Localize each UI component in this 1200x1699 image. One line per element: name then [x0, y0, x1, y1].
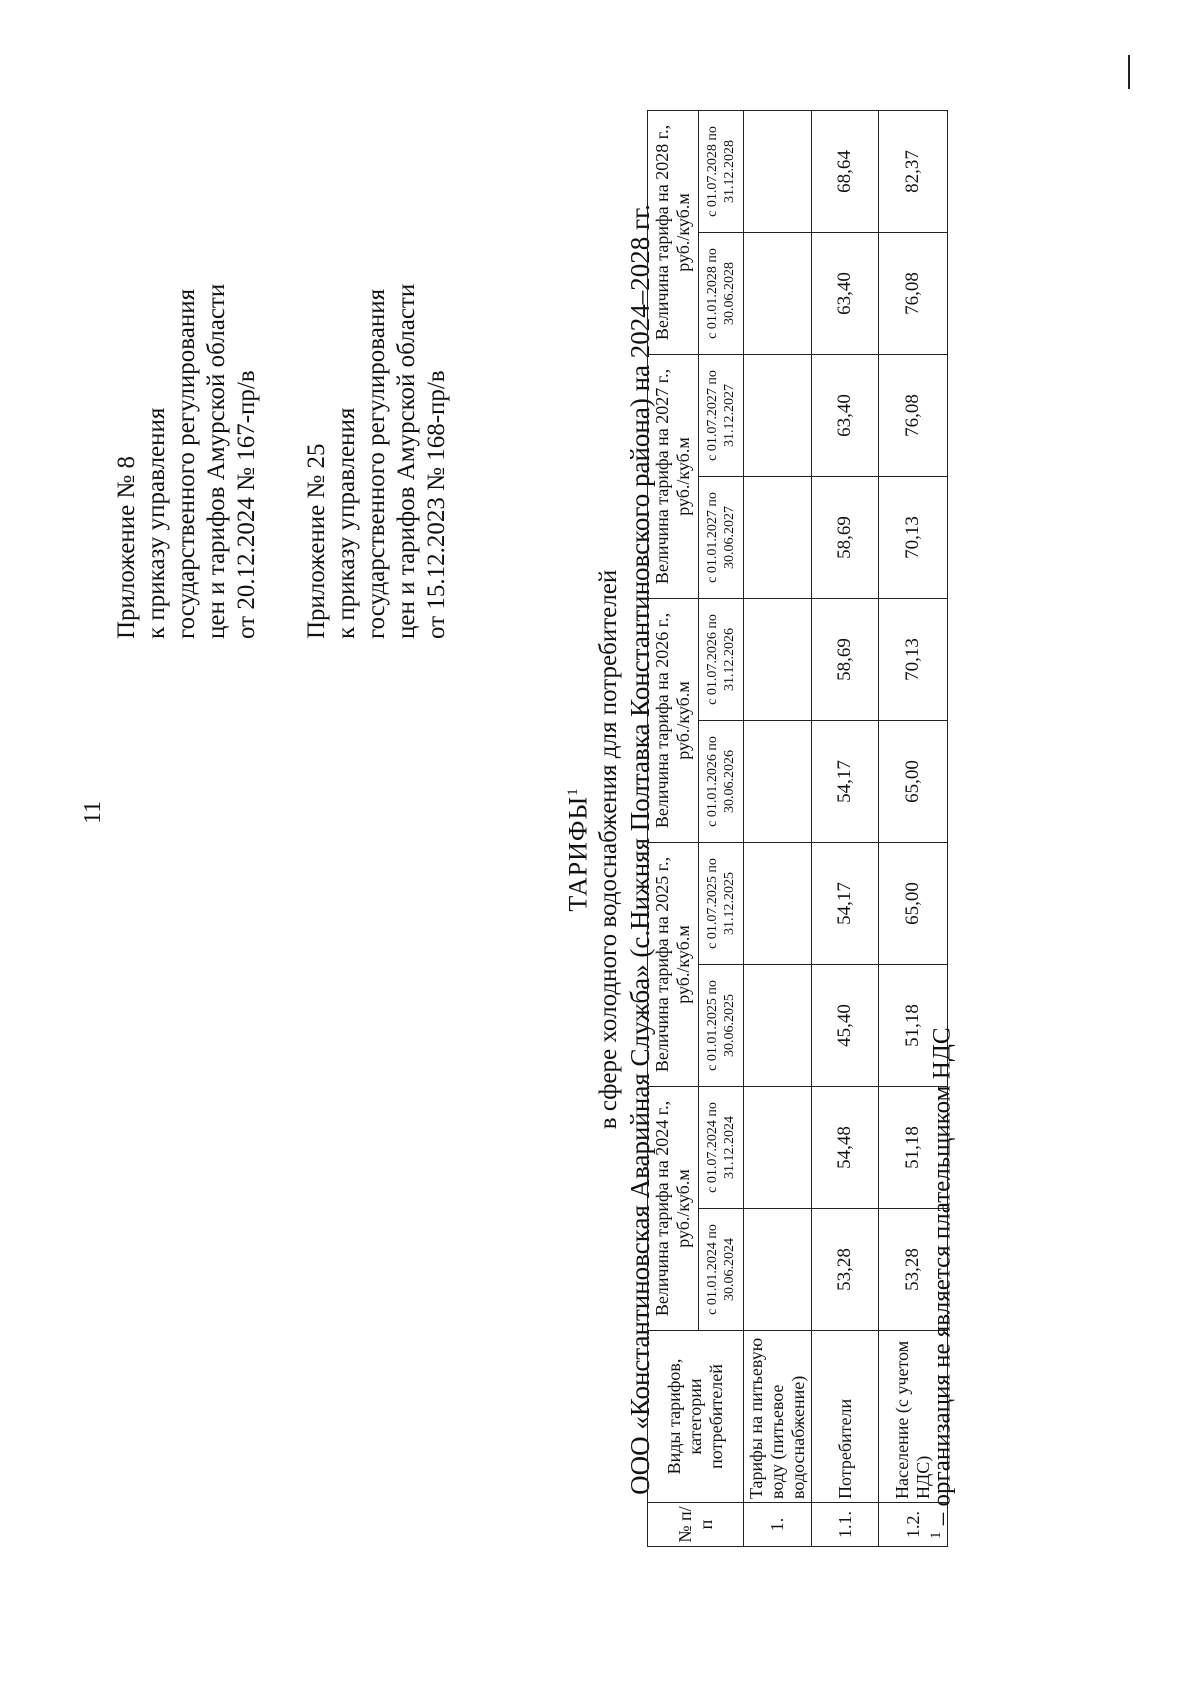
appendix-2-line-3: государственного регулирования [363, 288, 390, 639]
tariff-cell: 70,13 [879, 599, 948, 721]
tariff-cell [744, 233, 812, 355]
tariff-cell [744, 599, 812, 721]
footnote-mark: 1 [928, 1531, 944, 1539]
header-number: № п/п [648, 1503, 744, 1547]
row-number: 1.2. [879, 1503, 948, 1547]
tariff-cell: 76,08 [879, 355, 948, 477]
header-year-2026: Величина тарифа на 2026 г., руб./куб.м [648, 599, 699, 843]
footnote [928, 1027, 956, 1539]
title-main: ТАРИФЫ [563, 795, 593, 912]
appendix-2-line-4: цен и тарифов Амурской области [393, 283, 420, 639]
tariff-cell: 54,17 [812, 843, 879, 965]
tariff-cell: 58,69 [812, 477, 879, 599]
title-organization: ООО «Константиновская Аварийная Служба» (с.Нижняя Полтавка Константиновского района) на 2024–2028 гг. [624, 204, 655, 1495]
page-number: 11 [80, 800, 106, 824]
tariff-cell [744, 721, 812, 843]
appendix-1-line-2: к приказу управления [143, 407, 170, 639]
tariff-cell [744, 965, 812, 1087]
header-period-2026-h1: с 01.01.2026 по 30.06.2026 [699, 721, 744, 843]
tariff-cell: 51,18 [879, 1087, 948, 1209]
appendix-block-1 [112, 284, 262, 639]
margin-mark [1128, 55, 1130, 89]
header-period-2024-h2: с 01.07.2024 по 31.12.2024 [699, 1087, 744, 1209]
header-period-2025-h1: с 01.01.2025 по 30.06.2025 [699, 965, 744, 1087]
header-period-2027-h2: с 01.07.2027 по 31.12.2027 [699, 355, 744, 477]
tariff-cell: 58,69 [812, 599, 879, 721]
appendix-block-2 [302, 284, 452, 639]
tariff-table [647, 110, 948, 1547]
appendix-1-line-1: Приложение № 8 [113, 455, 140, 639]
header-year-2024: Величина тарифа на 2024 г., руб./куб.м [648, 1087, 699, 1331]
tariff-cell: 53,28 [812, 1209, 879, 1331]
header-category: Виды тарифов, категории потребителей [648, 1331, 744, 1503]
row-category: Население (с учетом НДС) [879, 1331, 948, 1503]
title-subtitle: в сфере холодного водоснабжения для потребителей [594, 569, 622, 1130]
tariff-cell: 68,64 [812, 111, 879, 233]
tariff-cell [744, 355, 812, 477]
tariff-cell: 54,17 [812, 721, 879, 843]
header-period-2025-h2: с 01.07.2025 по 31.12.2025 [699, 843, 744, 965]
table-row [812, 111, 879, 1547]
tariff-cell: 65,00 [879, 843, 948, 965]
header-period-2026-h2: с 01.07.2026 по 31.12.2026 [699, 599, 744, 721]
tariff-cell: 70,13 [879, 477, 948, 599]
appendix-1-line-4: цен и тарифов Амурской области [203, 283, 230, 639]
tariff-cell: 45,40 [812, 965, 879, 1087]
tariff-cell: 63,40 [812, 355, 879, 477]
footnote-text: – организация не является плательщиком НДС [928, 1027, 956, 1532]
appendix-1-line-5: от 20.12.2024 № 167-пр/в [233, 370, 260, 639]
appendix-2-line-2: к приказу управления [333, 407, 360, 639]
tariff-cell [744, 843, 812, 965]
tariff-cell: 51,18 [879, 965, 948, 1087]
row-number: 1.1. [812, 1503, 879, 1547]
header-period-2024-h1: с 01.01.2024 по 30.06.2024 [699, 1209, 744, 1331]
tariff-cell [744, 1087, 812, 1209]
tariff-cell: 53,28 [879, 1209, 948, 1331]
header-year-2025: Величина тарифа на 2025 г., руб./куб.м [648, 843, 699, 1087]
header-period-2028-h1: с 01.01.2028 по 30.06.2028 [699, 233, 744, 355]
header-period-2028-h2: с 01.07.2028 по 31.12.2028 [699, 111, 744, 233]
table-row [744, 111, 812, 1547]
appendix-2-line-5: от 15.12.2023 № 168-пр/в [423, 370, 450, 639]
tariff-cell: 76,08 [879, 233, 948, 355]
tariff-cell: 65,00 [879, 721, 948, 843]
row-category: Потребители [812, 1331, 879, 1503]
appendix-1-line-3: государственного регулирования [173, 288, 200, 639]
row-category: Тарифы на питьевую воду (питьевое водоснабжение) [744, 1331, 812, 1503]
document-title [558, 0, 656, 1699]
row-number: 1. [744, 1503, 812, 1547]
header-period-2027-h1: с 01.01.2027 по 30.06.2027 [699, 477, 744, 599]
tariff-cell: 54,48 [812, 1087, 879, 1209]
appendix-2-line-1: Приложение № 25 [303, 443, 330, 639]
tariff-cell [744, 1209, 812, 1331]
header-year-2027: Величина тарифа на 2027 г., руб./куб.м [648, 355, 699, 599]
tariff-cell [744, 477, 812, 599]
tariff-cell: 82,37 [879, 111, 948, 233]
title-footnote-mark: 1 [565, 787, 581, 796]
tariff-cell: 63,40 [812, 233, 879, 355]
tariff-cell [744, 111, 812, 233]
header-year-2028: Величина тарифа на 2028 г., руб./куб.м [648, 111, 699, 355]
